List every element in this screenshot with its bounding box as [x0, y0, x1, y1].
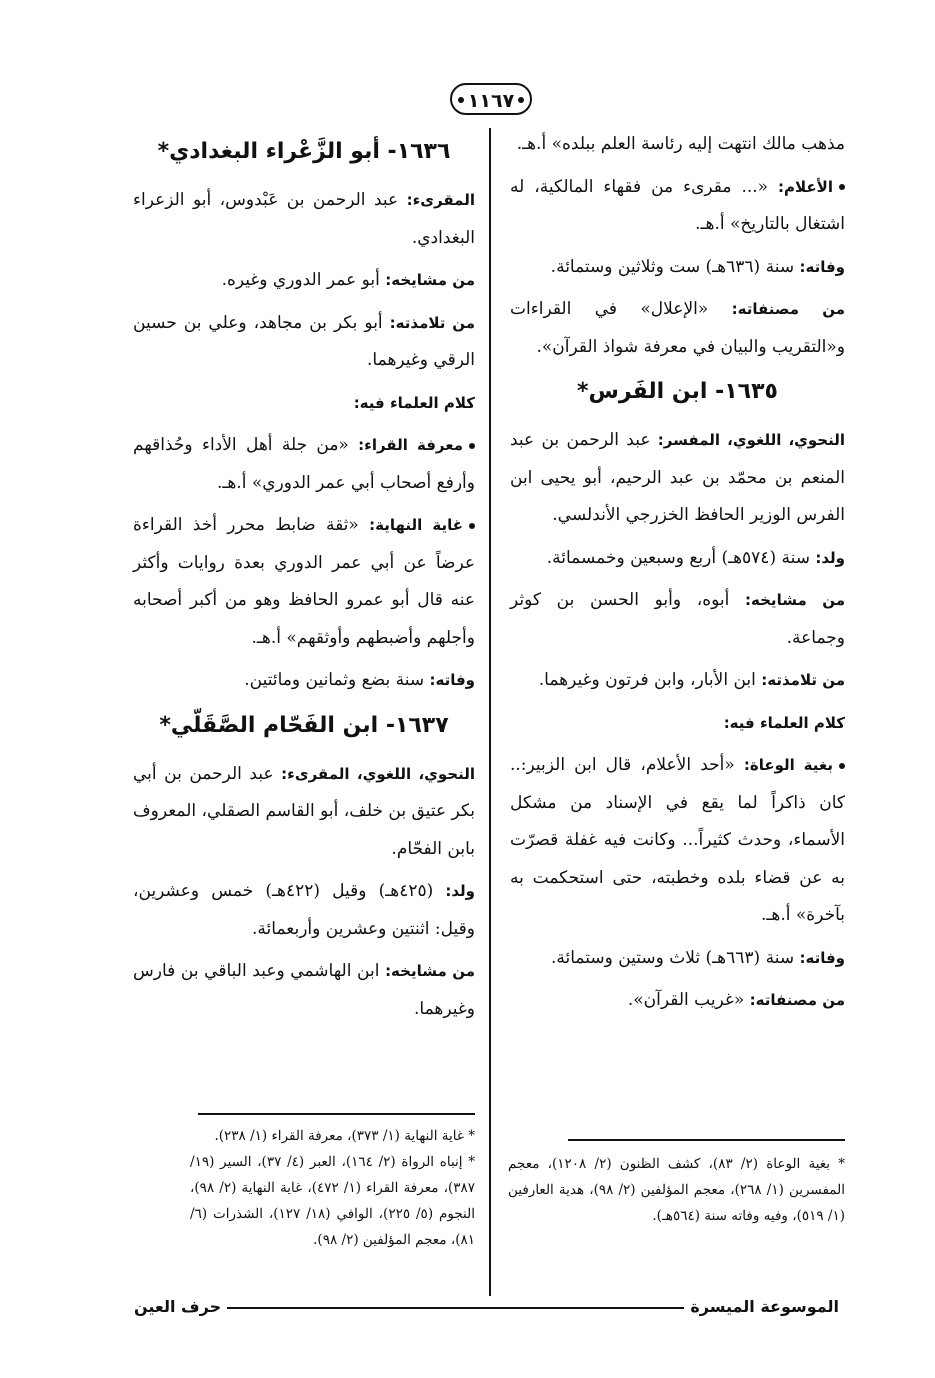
description-line: النحوي، اللغوي، المقرىء: عبد الرحمن بن أبي بكر عتيق بن خلف، أبو القاسم الصقلي، المعروف بابن الفحّام. — [133, 763, 476, 859]
right-footnotes — [508, 1151, 845, 1229]
footer-book-title: الموسوعة الميسرة — [684, 1293, 845, 1321]
bullet-icon — [469, 443, 475, 449]
entry-title-1637: ١٦٣٧- ابن الفَحّام الصَّقَلّي* — [159, 712, 449, 738]
left-footnotes — [190, 1123, 475, 1253]
scholars-heading: كلام العلماء فيه: — [723, 713, 845, 732]
footer-section-title: حرف العين — [128, 1293, 227, 1321]
left-column — [133, 126, 475, 1033]
bullet-icon — [469, 523, 475, 529]
bughya-quote: بغية الوعاة: «أحد الأعلام، قال ابن الزبير:.. كان ذاكراً لما يقع في الإسناد من مشكل الأسماء، وحدث كثيراً... وكانت فيه غفلة قصرّت به عن قضاء بلده وخطبته، حتى استحكمت به بآخرة» أ.هـ. — [510, 755, 845, 925]
teachers-line: من مشايخه: أبوه، وأبو الحسن بن كوثر وجماعة. — [510, 590, 846, 648]
right-column — [510, 126, 845, 1025]
description-line: المقرىء: عبد الرحمن بن عَبْدوس، أبو الزعراء البغدادي. — [133, 190, 475, 248]
students-line: من تلامذته: أبو بكر بن مجاهد، وعلي بن حسين الرقي وغيرهما. — [133, 312, 475, 370]
born-line: ولد: سنة (٥٧٤هـ) أربع وسبعين وخمسمائة. — [546, 547, 845, 568]
teachers-line: من مشايخه: ابن الهاشمي وعبد الباقي بن فارس وغيرهما. — [133, 961, 475, 1019]
works-line: من مصنفاته: «غريب القرآن». — [627, 990, 845, 1010]
footnote: * بغية الوعاة (٢/ ٨٣)، كشف الظنون (٢/ ١٢٠٨)، معجم المفسرين (١/ ٢٦٨)، معجم المؤلفين (٢/ ٩٨)، هدية العارفين (١/ ٥١٩)، وفيه وفاته سنة (٥٦٤هـ). — [508, 1156, 846, 1224]
entry-title-1635: ١٦٣٥- ابن الفَرس* — [577, 379, 778, 404]
continuation-text: مذهب مالك انتهت إليه رئاسة العلم ببلده» أ.هـ. — [516, 134, 845, 154]
footnote-rule — [568, 1139, 845, 1141]
death-line: وفاته: سنة (٦٣٦هـ) ست وثلاثين وستمائة. — [550, 256, 845, 277]
death-line: وفاته: سنة بضع وثمانين ومائتين. — [244, 670, 475, 690]
students-line: من تلامذته: ابن الأبار، وابن فرتون وغيرهما. — [538, 670, 845, 690]
born-line: ولد: (٤٢٥هـ) وقيل (٤٢٢هـ) خمس وعشرين، وقيل: اثنتين وعشرين وأربعمائة. — [133, 881, 476, 939]
footnote: * غاية النهاية (١/ ٣٧٣)، معرفة القراء (١/ ٢٣٨). — [214, 1128, 475, 1144]
marifa-quote: معرفة القراء: «من جلة أهل الأداء وحُذاقهم وأرفع أصحاب أبي عمر الدوري» أ.هـ. — [133, 435, 475, 493]
footnote: * إنباه الرواة (٢/ ١٦٤)، العبر (٤/ ٣٧)، السير (١٩/ ٣٨٧)، معرفة القراء (١/ ٤٧٢)، غاية النهاية (٢/ ٩٨)، النجوم (٥/ ٢٢٥)، الوافي (١٨/ ١٢٧)، الشذرات (٦/ ٨١)، معجم المؤلفين (٢/ ٩٨). — [190, 1154, 476, 1248]
column-divider — [489, 128, 491, 1296]
scholars-heading: كلام العلماء فيه: — [353, 393, 475, 412]
death-line: وفاته: سنة (٦٦٣هـ) ثلاث وستين وستمائة. — [550, 947, 845, 968]
alalam-quote: الأعلام: «... مقرىء من فقهاء المالكية، له اشتغال بالتاريخ» أ.هـ. — [510, 176, 845, 234]
entry-title-1636: ١٦٣٦- أبو الزَّعْراء البغدادي* — [157, 139, 451, 164]
teachers-line: من مشايخه: أبو عمر الدوري وغيره. — [221, 270, 475, 290]
description-line: النحوي، اللغوي، المفسر: عبد الرحمن بن عبد المنعم بن محمّد بن عبد الرحيم، أبو يحيى ابن الفرس الوزير الحافظ الخزرجي الأندلسي. — [510, 430, 846, 525]
bullet-icon — [839, 184, 845, 190]
bullet-icon — [839, 763, 845, 769]
works-line: من مصنفاته: «الإعلال» في القراءات و«التقريب والبيان في معرفة شواذ القرآن». — [510, 299, 845, 357]
page-number: ١١٦٧ — [450, 83, 532, 115]
ghaya-quote: غاية النهاية: «ثقة ضابط محرر أخذ القراءة عرضاً عن أبي عمر الدوري بعدة روايات وأكثر عنه قال أبو عمرو الحافظ وهو من أكبر أصحابه وأجلهم وأضبطهم وأوثقهم» أ.هـ. — [133, 515, 475, 648]
footnote-rule — [198, 1113, 475, 1115]
